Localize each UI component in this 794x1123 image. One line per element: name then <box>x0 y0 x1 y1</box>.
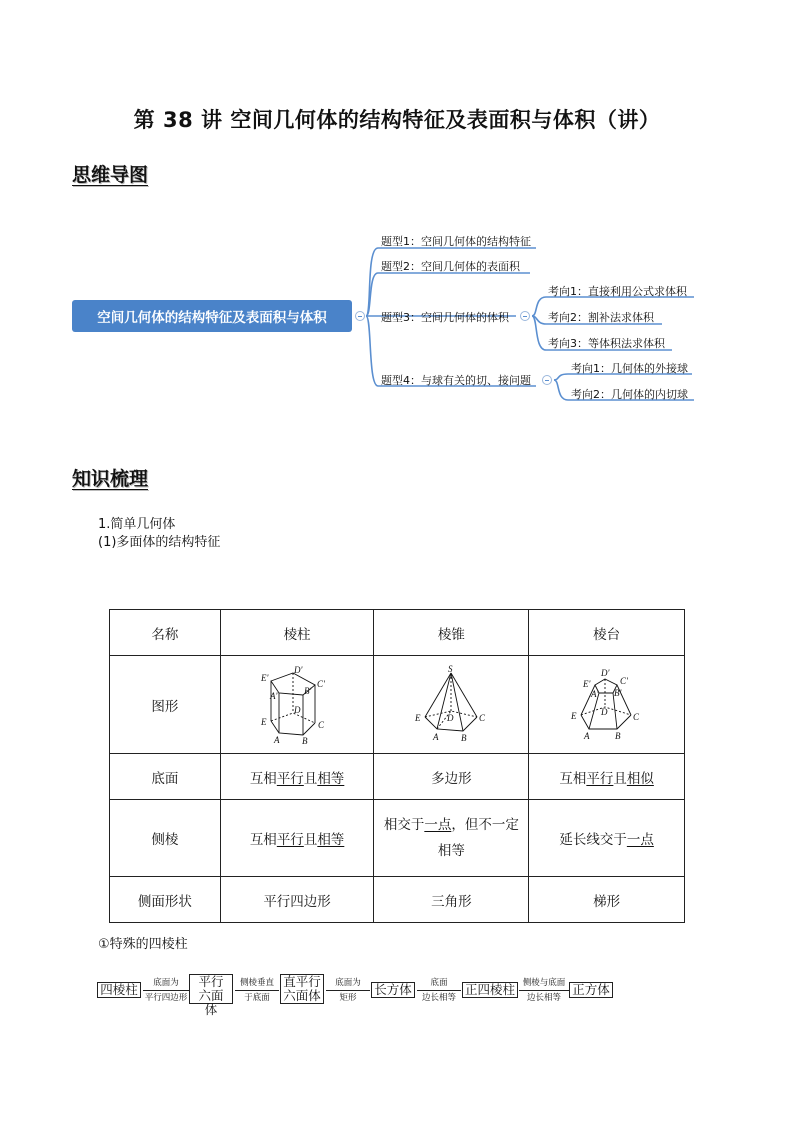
chain-condition: 边长相等 <box>526 993 561 1003</box>
table-cell: 多边形 <box>374 754 529 800</box>
mindmap-type-4[interactable]: 题型4：与球有关的切、接问题 <box>381 374 531 387</box>
vertex-label: D <box>447 712 454 723</box>
chain-condition: 底面为 <box>335 978 361 988</box>
cell-text: 互相 <box>249 770 277 787</box>
vertex-label: C <box>632 711 639 722</box>
vertex-label: D' <box>600 667 610 678</box>
table-cell: 平行四边形 <box>220 877 374 923</box>
table-header-row <box>110 610 685 656</box>
vertex-label: E <box>415 712 421 723</box>
table-cell: 梯形 <box>529 877 685 923</box>
collapse-icon[interactable] <box>542 375 552 385</box>
cell-keyword: 一点 <box>626 832 654 848</box>
section-mindmap-heading: 思维导图 <box>72 164 149 186</box>
table-cell: 三角形 <box>374 877 529 923</box>
table-header-cell: 名称 <box>110 610 221 656</box>
cell-keyword: 平行 <box>586 770 614 787</box>
vertex-label: C <box>318 719 325 730</box>
vertex-label: D <box>600 706 608 717</box>
cell-keyword: 相似 <box>626 770 654 787</box>
cell-keyword: 平行 <box>276 832 304 848</box>
vertex-label: C <box>479 712 486 723</box>
table-header-cell: 棱柱 <box>220 610 374 656</box>
polyhedron-table <box>109 609 685 923</box>
vertex-label: E <box>570 710 577 721</box>
vertex-label: A' <box>270 690 278 701</box>
table-cell <box>529 754 685 800</box>
chain-box: 平行六面体 <box>189 974 233 1004</box>
row-label: 图形 <box>110 656 221 754</box>
mindmap-sphere-sub-1[interactable]: 考向1：几何体的外接球 <box>571 362 688 375</box>
cell-text: 互相 <box>559 770 587 787</box>
mindmap-volume-sub-3[interactable]: 考向3：等体积法求体积 <box>548 337 665 350</box>
cell-text: 相交于 <box>383 817 425 833</box>
vertex-label: C' <box>619 675 628 686</box>
collapse-icon[interactable] <box>520 311 530 321</box>
frustum-figure-cell <box>529 656 685 754</box>
row-label: 侧棱 <box>110 800 221 877</box>
row-label: 侧面形状 <box>110 877 221 923</box>
vertex-label: A <box>433 731 439 742</box>
vertex-label: A <box>583 730 590 741</box>
table-cell <box>374 800 529 877</box>
table-cell <box>220 754 374 800</box>
pyramid-figure-cell <box>374 656 529 754</box>
heading-polyhedron: (1)多面体的结构特征 <box>98 535 221 550</box>
prism-figure-cell <box>220 656 374 754</box>
table-cell <box>529 800 685 877</box>
chain-box: 正四棱柱 <box>462 982 518 998</box>
vertex-label: A' <box>590 688 599 699</box>
pyramid-diagram <box>411 665 491 745</box>
table-row <box>110 656 685 754</box>
cell-keyword: 平行 <box>276 770 304 787</box>
heading-simple-solids: 1.简单几何体 <box>98 517 176 532</box>
mindmap-type-1[interactable]: 题型1：空间几何体的结构特征 <box>381 235 531 248</box>
mindmap-type-2[interactable]: 题型2：空间几何体的表面积 <box>381 260 520 273</box>
chain-condition: 边长相等 <box>421 993 456 1003</box>
chain-box: 四棱柱 <box>97 982 141 998</box>
chain-condition: 底面为 <box>153 978 179 988</box>
mindmap-type-3[interactable]: 题型3：空间几何体的体积 <box>381 311 509 324</box>
cell-keyword: 相等 <box>317 832 345 848</box>
vertex-label: B' <box>613 687 622 698</box>
cell-keyword: 一点 <box>424 817 452 833</box>
table-row <box>110 877 685 923</box>
table-cell <box>220 800 374 877</box>
vertex-label: B <box>461 732 467 743</box>
vertex-label: B' <box>304 685 312 696</box>
prism-chain <box>97 974 617 1017</box>
vertex-label: B <box>302 735 308 745</box>
cell-text: 且 <box>613 770 627 787</box>
chain-condition: 于底面 <box>244 993 270 1003</box>
cell-text: 互相 <box>249 832 277 848</box>
chain-box: 长方体 <box>371 982 415 998</box>
vertex-label: A <box>274 734 280 745</box>
table-header-cell: 棱锥 <box>374 610 529 656</box>
note-special-prism: ①特殊的四棱柱 <box>98 937 188 952</box>
frustum-diagram <box>567 665 647 745</box>
cell-text: 且 <box>303 832 318 848</box>
vertex-label: E' <box>582 678 591 689</box>
vertex-label: D <box>294 704 301 715</box>
prism-diagram <box>257 665 337 745</box>
mindmap-volume-sub-1[interactable]: 考向1：直接利用公式求体积 <box>548 285 687 298</box>
chain-condition: 侧棱与底面 <box>522 978 566 988</box>
mindmap-volume-sub-2[interactable]: 考向2：割补法求体积 <box>548 311 654 324</box>
section-knowledge-heading: 知识梳理 <box>72 468 149 490</box>
chain-condition: 侧棱垂直 <box>239 978 274 988</box>
row-label: 底面 <box>110 754 221 800</box>
cell-text: 且 <box>303 770 318 787</box>
vertex-label: D' <box>294 664 303 675</box>
vertex-label: S <box>448 664 453 674</box>
page-title: 第 38 讲 空间几何体的结构特征及表面积与体积（讲） <box>133 108 661 132</box>
table-row <box>110 754 685 800</box>
vertex-label: E' <box>261 672 269 683</box>
mindmap-sphere-sub-2[interactable]: 考向2：几何体的内切球 <box>571 388 688 401</box>
chain-box: 正方体 <box>569 982 613 998</box>
chain-box: 直平行六面体 <box>280 974 324 1004</box>
chain-condition: 底面 <box>430 978 448 988</box>
vertex-label: E <box>261 716 267 727</box>
table-row <box>110 800 685 877</box>
vertex-label: B <box>614 730 621 741</box>
chain-condition: 矩形 <box>339 993 357 1003</box>
mindmap-root[interactable]: 空间几何体的结构特征及表面积与体积 <box>72 300 352 332</box>
cell-keyword: 相等 <box>317 770 345 787</box>
table-header-cell: 棱台 <box>529 610 685 656</box>
vertex-label: C' <box>317 678 325 689</box>
cell-text: 延长线交于 <box>559 832 627 848</box>
cell-text: ，但不一定相等 <box>437 817 519 859</box>
chain-condition: 平行四边形 <box>144 993 188 1003</box>
